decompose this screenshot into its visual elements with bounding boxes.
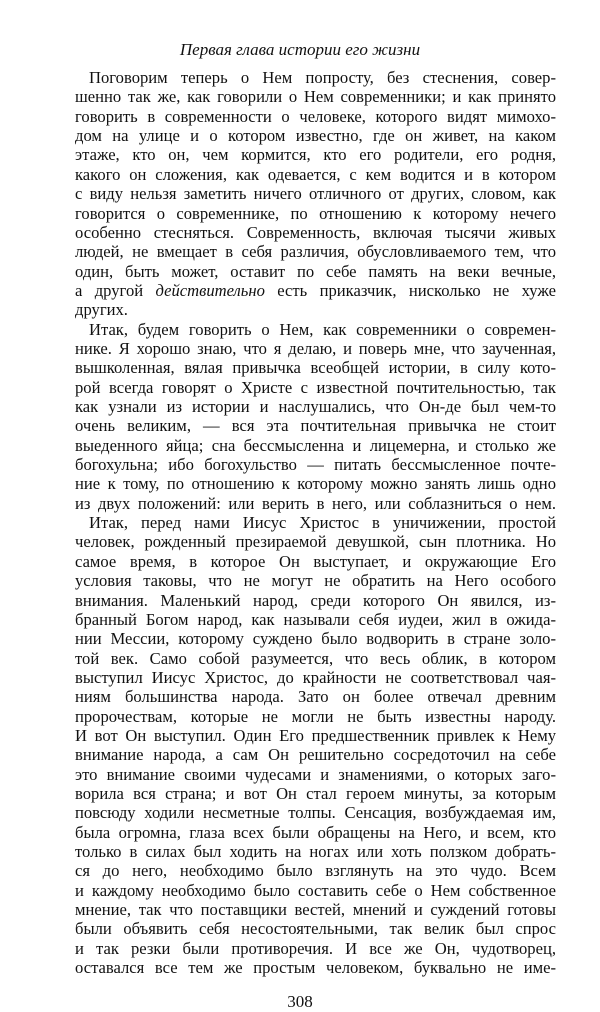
text-line: той век. Само собой разумеется, что весь облик, в котором (75, 648, 556, 668)
running-head: Первая глава истории его жизни (179, 40, 421, 59)
text-line: ниям большинства народа. Зато он более отвечал древним (75, 687, 556, 707)
text-line: нике. Я хорошо знаю, что я делаю, и поверь мне, что заученная, (75, 338, 556, 358)
text-line: это внимание своими чудесами и знамениями, о которых заго- (75, 764, 556, 784)
text-line-emphasis (75, 281, 556, 300)
text-line: мнение, так что поставщики вестей, мнений и суждений готовы (75, 900, 556, 920)
text-line: Поговорим теперь о Нем попросту, без стеснения, совер- (89, 68, 556, 87)
text-line: Итак, перед нами Иисус Христос в уничижении, простой (89, 513, 556, 532)
text-line: шенно так же, как говорили о Нем современники; и как принято (75, 87, 556, 107)
text-line: рой всегда говорят о Христе с известной почтительностью, так (75, 377, 556, 397)
text-line: вышколенная, вялая привычка всеобщей истории, в силу кото- (75, 358, 556, 378)
text-line: какого он сложения, как одевается, с кем водится и в котором (75, 164, 556, 184)
emphasized-word: действительно (155, 280, 265, 300)
text-line: этаже, кто он, чем кормится, кто его родители, его родня, (75, 145, 556, 165)
text-line: ворила вся страна; и вот Он стал героем минуты, за которым (75, 784, 556, 803)
text-line: И вот Он выступил. Один Его предшественник привлек к Нему (75, 725, 556, 745)
page-number: 308 (287, 991, 313, 1011)
text-line: самое время, в которое Он выступает, и окружающие Его (75, 551, 556, 571)
text-line: говорить в современности о человеке, которого видят мимохо- (75, 106, 556, 126)
text-line: дом на улице и о котором известно, где он живет, на каком (75, 126, 556, 146)
text-line: была огромна, глаза всех были обращены на Него, и всем, кто (75, 822, 556, 842)
text-line: особенно стесняться. Современность, включая тысячи живых (75, 222, 556, 242)
text-line: внимание народа, а сам Он решительно сосредоточил на себе (75, 745, 556, 765)
text-line: как узнали из истории и наслушались, что Он-де был чем-то (75, 397, 556, 416)
text-line: богохульна; ибо богохульство — питать бессмысленное почте- (75, 455, 556, 474)
text-line: внимания. Маленький народ, среди которого Он явился, из- (75, 590, 556, 610)
text-span: а другой (75, 280, 156, 300)
text-line: бранный Богом народ, как называли себя иудеи, жил в ожида- (75, 609, 556, 629)
text-line: других. (75, 300, 128, 320)
text-line: с виду нельзя заметить ничего отличного от других, словом, как (75, 184, 556, 204)
text-line: ние к тому, по отношению к которому можно занять лишь одно (75, 474, 556, 494)
text-line: и каждому необходимо было составить себе о Нем собственное (75, 880, 556, 900)
text-line: из двух положений: или верить в него, или соблазниться о нем. (75, 493, 556, 513)
text-line: условия таковы, что не могут не обратить на Него особого (75, 571, 556, 591)
text-line: пророчествам, которые не могли не быть известны народу. (75, 706, 556, 726)
text-line: человек, рожденный презираемой девушкой, сын плотника. Но (75, 532, 556, 552)
text-line: говорится о современнике, по отношению к которому нечего (75, 203, 556, 223)
text-line: Итак, будем говорить о Нем, как современники о современ- (89, 319, 556, 339)
text-line: очень великим, — вся эта почтительная привычка не стоит (75, 416, 556, 436)
text-line: ся до него, необходимо было взглянуть на это чудо. Всем (75, 861, 556, 881)
text-span: есть приказчик, нисколько не хуже (264, 280, 556, 300)
text-line: один, быть может, оставит по себе память на веки вечные, (75, 261, 556, 281)
text-line: и так резки были противоречия. И все же Он, чудотворец, (75, 938, 556, 958)
text-line: выеденного яйца; сна бессмысленна и лицемерна, и столько же (75, 435, 556, 455)
text-line: только в силах был ходить на ногах или хоть ползком добрать- (75, 842, 556, 861)
text-line: были объявить себя несостоятельными, так велик был спрос (75, 919, 556, 939)
text-line: людей, не вмещает в себя различия, обусловливаемого тем, что (75, 242, 556, 262)
text-line: выступил Иисус Христос, до крайности не соответствовал чая- (75, 667, 556, 687)
text-line: нии Мессии, которому суждено было водворить в стране золо- (75, 629, 556, 649)
text-line: повсюду ходили несметные толпы. Сенсация, возбуждаемая им, (75, 803, 556, 823)
text-line: оставался все тем же простым человеком, буквально не име- (75, 958, 556, 978)
